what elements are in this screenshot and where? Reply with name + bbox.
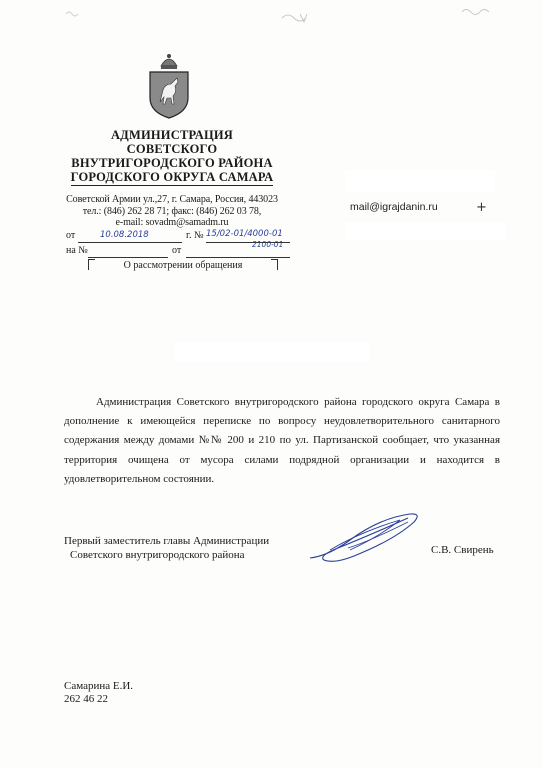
- ref-number-label: г. №: [186, 230, 204, 241]
- ref-date-handwritten: 10.08.2018: [100, 230, 149, 240]
- address-line-1: Советской Армии ул.,27, г. Самара, Россия, 443023: [66, 194, 278, 205]
- org-line-2: СОВЕТСКОГО: [126, 142, 218, 156]
- organization-heading: [62, 128, 282, 186]
- executor-name: Самарина Е.И.: [64, 680, 134, 692]
- signatory-name: С.В. Свирень: [431, 544, 494, 556]
- org-line-1: АДМИНИСТРАЦИЯ: [110, 128, 234, 142]
- recipient-email: mail@igrajdanin.ru: [350, 201, 438, 213]
- ref-to-label: на №: [66, 245, 88, 256]
- body-paragraph: Администрация Советского внутригородского района городского округа Самара в дополнение к имеющейся переписке по вопросу неудовлетворительного санитарного содержания между домами №№ 200 и 210 по ул. Партизанской сообщает, что указанная территория очищена от мусора силами подрядной организации и находится в удовлетворительном состоянии.: [64, 396, 500, 485]
- handwritten-signature: [300, 510, 440, 570]
- signatory-title-line-1: Первый заместитель главы Администрации: [64, 535, 270, 547]
- ref-date-line: [78, 242, 182, 243]
- recipient-address-redacted: [345, 222, 505, 240]
- recipient-mark: +: [476, 200, 487, 215]
- ref-to-from-label: от: [172, 245, 182, 256]
- ref-from-label: от: [66, 230, 76, 241]
- salutation-redacted: [175, 342, 370, 362]
- ref-to-from-line: [186, 257, 290, 258]
- org-line-3: ВНУТРИГОРОДСКОГО РАЙОНА: [71, 156, 273, 170]
- ref-number-handwritten-2: 2100-01: [252, 240, 284, 249]
- ref-number-handwritten: 15/02-01/4000-01: [206, 229, 283, 239]
- recipient-redacted: [345, 170, 495, 192]
- address-line-3: e-mail: sovadm@samadm.ru: [115, 217, 229, 228]
- executor-block: [64, 680, 133, 706]
- letter-body: [64, 393, 500, 489]
- signatory-title-line-2: Советского внутригородского района: [70, 548, 245, 561]
- subject-text: О рассмотрении обращения: [123, 260, 243, 271]
- ref-to-line: [88, 257, 168, 258]
- signatory-title: [64, 535, 269, 562]
- org-line-4: ГОРОДСКОГО ОКРУГА САМАРА: [70, 170, 274, 184]
- organization-address: [62, 194, 282, 229]
- coat-of-arms-icon: [146, 52, 192, 120]
- executor-phone: 262 46 22: [64, 693, 108, 705]
- address-line-2: тел.: (846) 262 28 71; факс: (846) 262 03 78,: [82, 205, 262, 217]
